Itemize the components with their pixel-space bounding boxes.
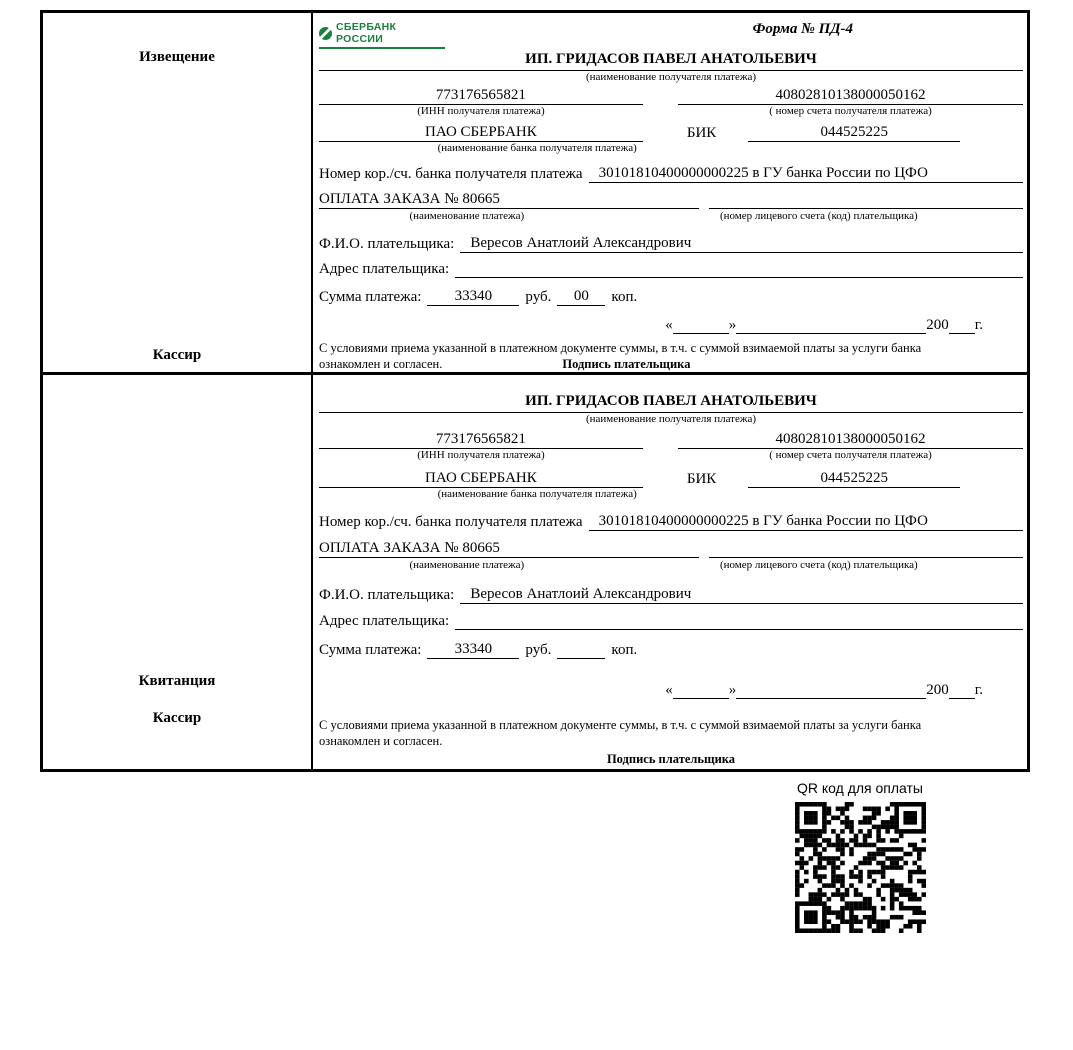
recipient-caption: (наименование получателя платежа) [585,71,757,83]
inn-account-row [319,429,1023,449]
kop-label: коп. [611,288,638,305]
terms-line1: С условиями приема указанной в платежном документе суммы, в т.ч. с суммой взимаемой платы за услуги банка [319,718,922,732]
personal-account-blank-line [709,557,1023,558]
corr-account-label: Номер кор./сч. банка получателя платежа [319,166,583,183]
personal-account-caption: (номер лицевого счета (код) плательщика) [719,210,918,223]
amount-label: Сумма платежа: [319,642,422,658]
payer-address-label: Адрес плательщика: [319,261,450,277]
recipient-caption: (наименование получателя платежа) [585,413,757,425]
qr-block [778,780,942,938]
quote-open: « [665,316,673,333]
date-day-blank [673,698,729,699]
amount-row [319,635,1023,659]
payer-address-blank-line [455,629,1023,630]
qr-label: QR код для оплаты [796,780,923,796]
field-spacer [643,105,678,119]
date-row [319,675,1023,699]
bik-value: 044525225 [748,124,960,142]
payment-name-caption: (наименование платежа) [409,210,525,223]
payer-name-label: Ф.И.О. плательщика: [319,236,455,253]
bank-name-value: ПАО СБЕРБАНК [319,124,643,142]
receipt-stub-label: Квитанция [138,673,216,689]
payment-name-value: ОПЛАТА ЗАКАЗА № 80665 [319,191,699,209]
receipt-cashier-label: Кассир [152,710,202,726]
payer-address-row [319,257,1023,278]
payer-name-row [319,230,1023,253]
payer-address-label: Адрес плательщика: [319,613,450,629]
amount-rub-value: 33340 [427,641,519,659]
payer-signature-label: Подпись плательщика [562,356,691,371]
payer-address-row [319,608,1023,630]
notice-stub-label: Извещение [139,49,215,65]
recipient-name: ИП. ГРИДАСОВ ПАВЕЛ АНАТОЛЬЕВИЧ [319,51,1023,71]
date-month-blank [736,333,926,334]
payment-name-row [319,536,1023,558]
bank-caption: (наименование банка получателя платежа) [437,142,637,155]
date-month-blank [736,698,926,699]
quote-open: « [665,682,673,698]
corr-account-row [319,509,1023,531]
corr-account-label: Номер кор./сч. банка получателя платежа [319,514,583,530]
rub-label: руб. [525,642,552,658]
inn-account-row [319,86,1023,105]
payment-name-row [319,188,1023,209]
account-caption: ( номер счета получателя платежа) [769,105,932,118]
sberbank-logo [319,21,445,49]
field-spacer [643,449,678,464]
inn-account-captions [319,449,1023,464]
inn-caption: (ИНН получателя платежа) [417,449,545,461]
qr-code [795,802,926,933]
rub-label: руб. [525,288,552,305]
quote-close: » [728,316,737,333]
payer-name-value: Вересов Анатлоий Александрович [460,586,1023,604]
inn-value: 773176565821 [319,87,643,105]
payer-name-label: Ф.И.О. плательщика: [319,587,455,603]
form-title: Форма № ПД-4 [752,21,853,37]
personal-account-blank-line [709,208,1023,209]
payment-captions-row [319,210,1023,224]
date-day-blank [673,333,729,334]
notice-form-body [313,13,1027,372]
sberbank-logo-text: СБЕРБАНК РОССИИ [336,21,397,45]
inn-caption: (ИНН получателя платежа) [417,105,545,118]
date-row [319,311,1023,334]
inn-value: 773176565821 [319,431,643,449]
amount-label: Сумма платежа: [319,288,422,305]
payment-name-value: ОПЛАТА ЗАКАЗА № 80665 [319,540,699,558]
notice-header-row [319,21,1023,49]
sberbank-icon [319,27,332,40]
inn-account-captions [319,105,1023,119]
corr-account-value: 30101810400000000225 в ГУ банка России по ЦФО [589,513,1023,531]
payer-name-row [319,580,1023,604]
payment-captions-row [319,559,1023,574]
bik-label: БИК [686,471,717,487]
notice-left-stub [43,13,313,372]
bik-value: 044525225 [748,470,960,488]
terms-line2: ознакомлен и согласен. [319,734,443,749]
date-year-suffix: г. [974,316,983,333]
receipt-left-stub [43,375,313,769]
corr-account-row [319,163,1023,184]
recipient-name: ИП. ГРИДАСОВ ПАВЕЛ АНАТОЛЬЕВИЧ [319,393,1023,413]
payment-form-pd4 [40,10,1030,772]
bank-caption: (наименование банка получателя платежа) [437,488,637,500]
date-year-blank [949,333,975,334]
sberbank-logo-underline [319,47,445,49]
quote-close: » [728,682,737,698]
notice-cashier-label: Кассир [152,347,202,363]
payment-name-caption: (наименование платежа) [409,559,525,571]
payer-address-blank-line [455,277,1023,278]
amount-row [319,283,1023,306]
account-value: 40802810138000050162 [678,87,1023,105]
bank-row [319,121,1023,142]
terms-line2: ознакомлен и согласен. [319,356,443,371]
notice-section [43,13,1027,375]
payer-signature-label: Подпись плательщика [606,751,736,766]
account-value: 40802810138000050162 [678,431,1023,449]
terms-line1: С условиями приема указанной в платежном документе суммы, в т.ч. с суммой взимаемой платы за услуги банка [319,340,922,355]
bank-row [319,466,1023,488]
amount-kop-value [557,658,605,659]
payer-name-value: Вересов Анатлоий Александрович [460,235,1023,253]
amount-kop-value: 00 [557,288,605,306]
bank-name-value: ПАО СБЕРБАНК [319,470,643,488]
account-caption: ( номер счета получателя платежа) [769,449,932,461]
corr-account-value: 30101810400000000225 в ГУ банка России по ЦФО [589,165,1023,183]
date-year: 200 [926,682,949,698]
date-year-blank [949,698,975,699]
kop-label: коп. [611,642,638,658]
date-year-suffix: г. [974,682,983,698]
personal-account-caption: (номер лицевого счета (код) плательщика) [719,559,918,571]
bik-label: БИК [686,125,717,142]
date-year: 200 [926,316,949,333]
terms-signature-row [319,356,1023,372]
amount-rub-value: 33340 [427,288,519,306]
receipt-section [43,375,1027,769]
receipt-form-body [313,375,1027,769]
